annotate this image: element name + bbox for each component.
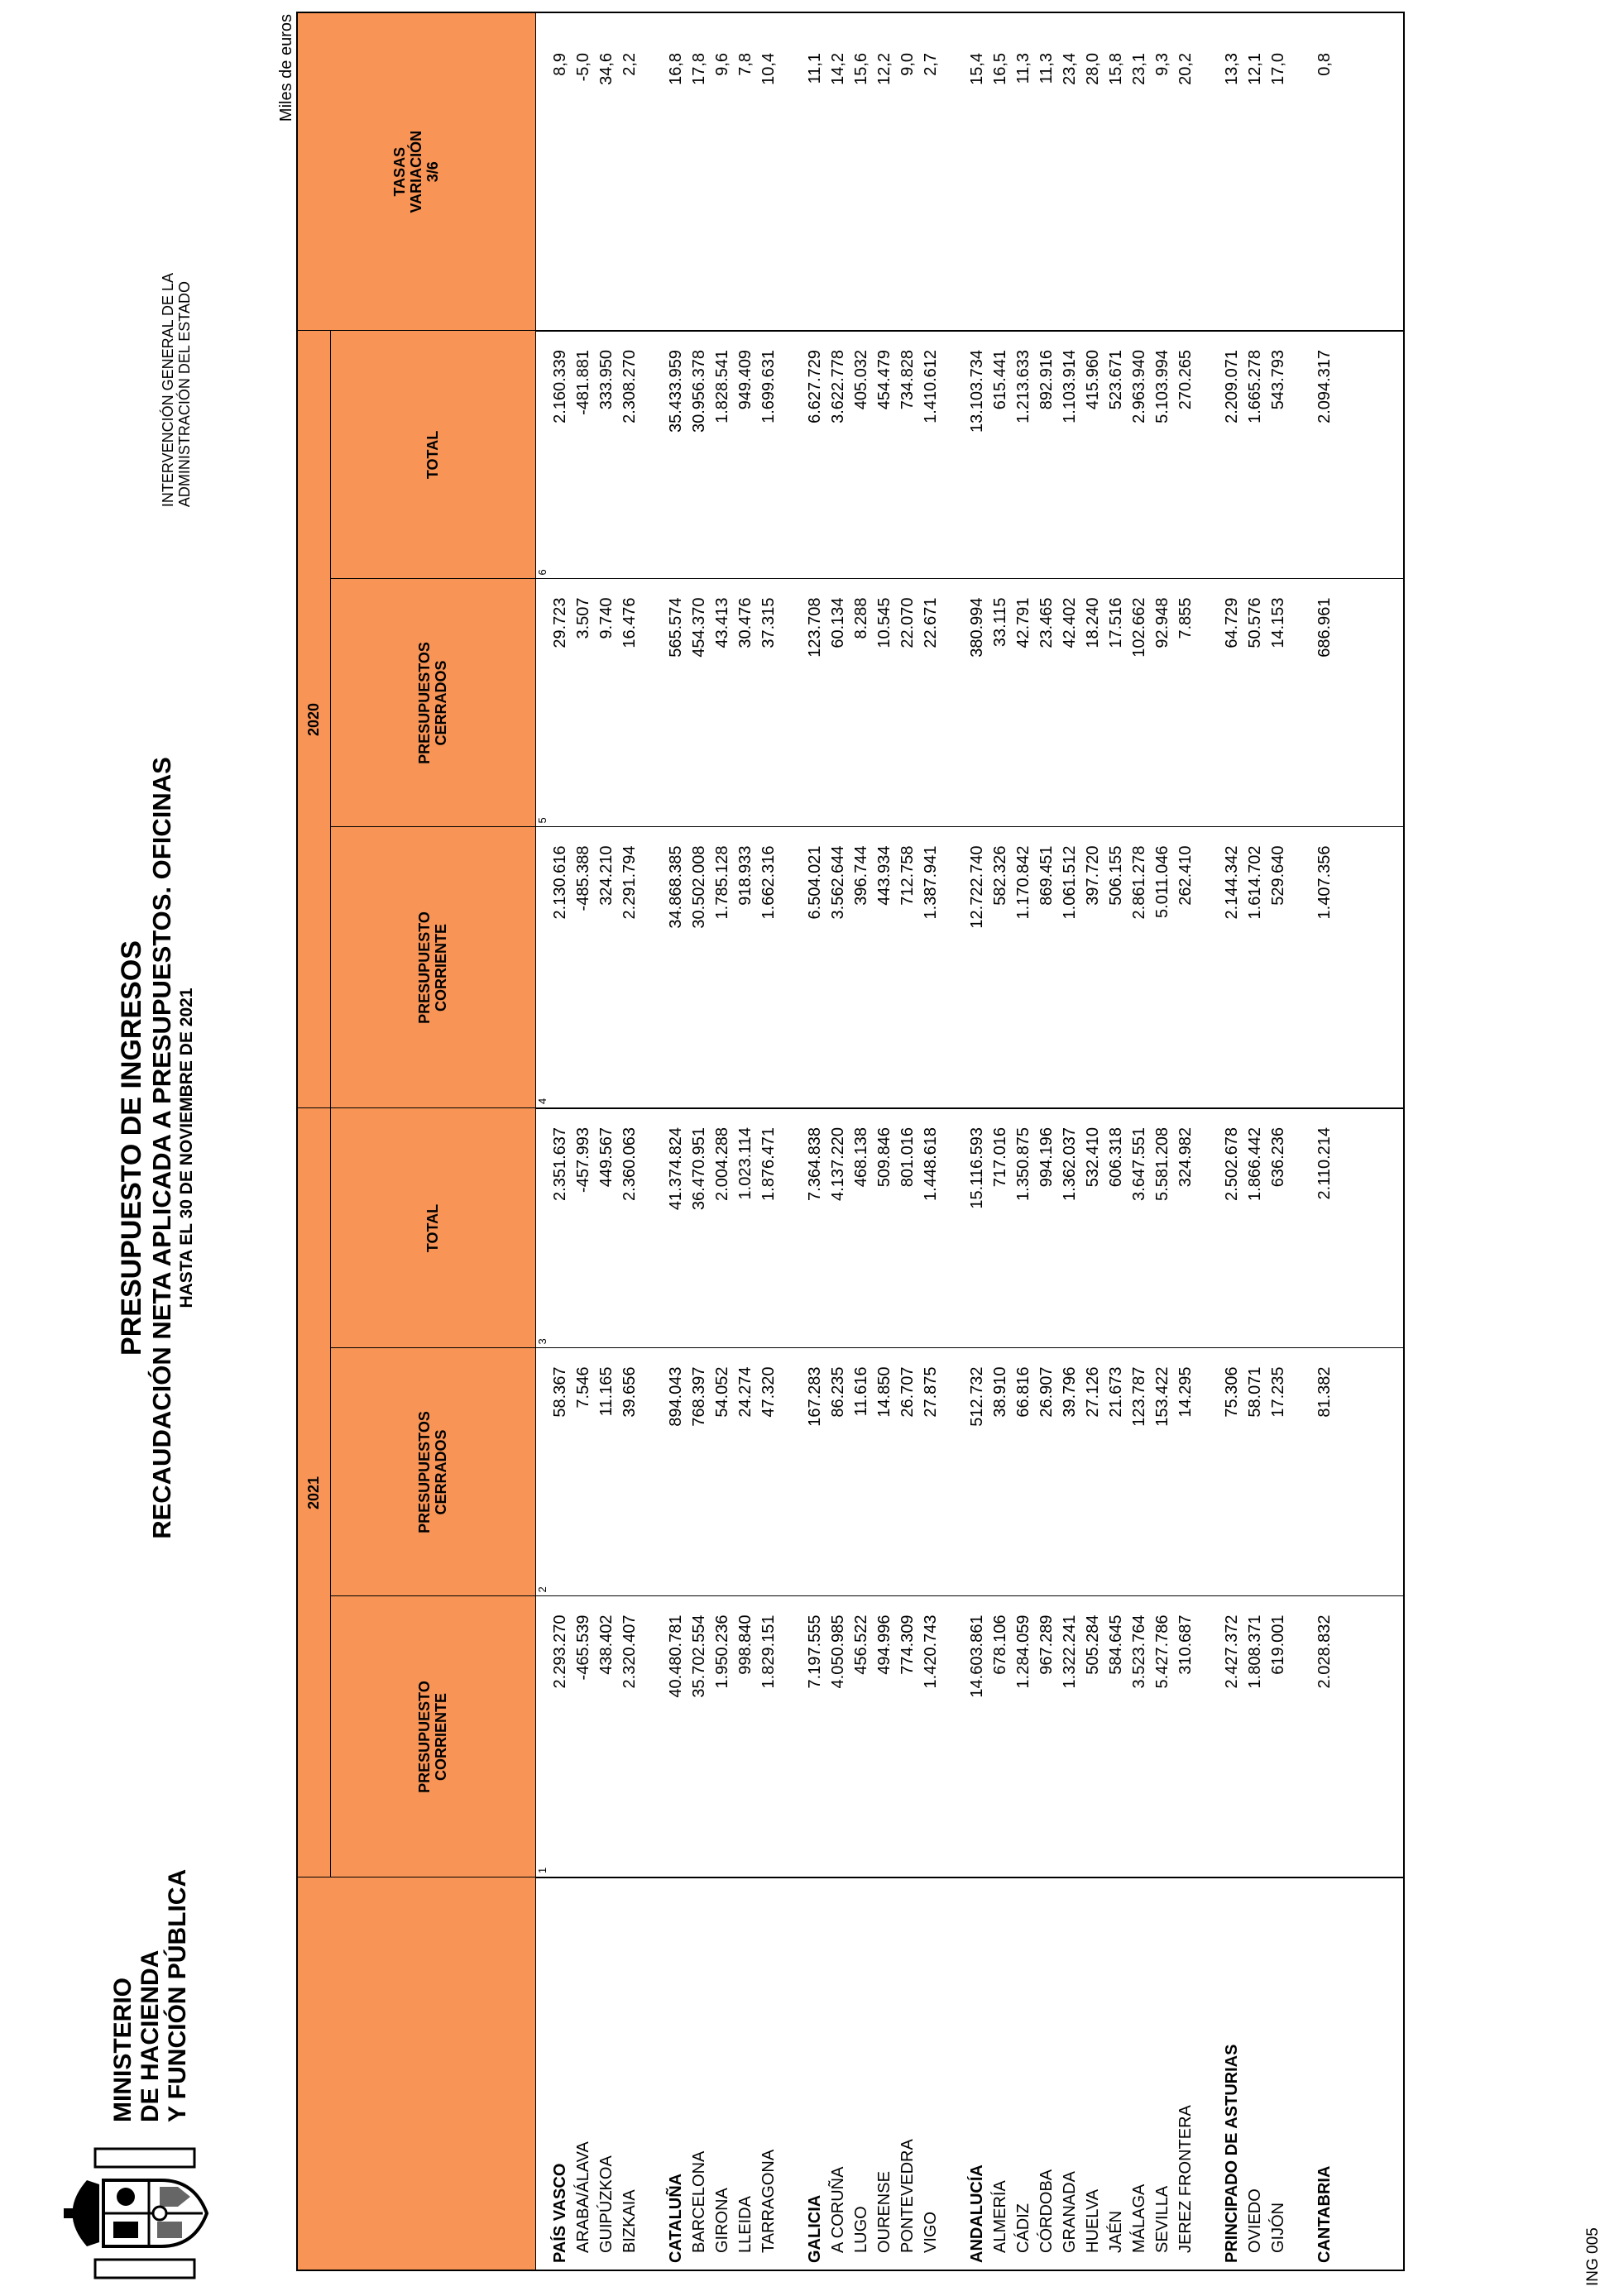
amount-cell: 512.732 xyxy=(966,1348,989,1596)
spacer-row xyxy=(642,12,665,2270)
amount-cell: 1.061.512 xyxy=(1059,827,1082,1108)
office-row xyxy=(1128,12,1152,2270)
amount-cell: 58.071 xyxy=(1244,1348,1267,1596)
office-row xyxy=(758,12,781,2270)
amount-cell: 324.210 xyxy=(596,827,619,1108)
amount-cell: 6.627.729 xyxy=(804,331,827,579)
amount-cell: 1.322.241 xyxy=(1059,1596,1082,1877)
amount-cell: -485.388 xyxy=(572,827,596,1108)
amount-cell: 1.284.059 xyxy=(1013,1596,1036,1877)
row-name: CÓRDOBA xyxy=(1037,2169,1056,2253)
amount-cell: 102.662 xyxy=(1128,579,1152,827)
amount-cell: 167.283 xyxy=(804,1348,827,1596)
amount-cell: 606.318 xyxy=(1105,1108,1128,1348)
rate-cell: 9,6 xyxy=(711,12,735,331)
row-name: HUELVA xyxy=(1084,2188,1102,2253)
amount-cell: 26.707 xyxy=(897,1348,920,1596)
amount-cell: 1.876.471 xyxy=(758,1108,781,1348)
rate-cell: 11,3 xyxy=(1036,12,1059,331)
amount-cell: 324.982 xyxy=(1175,1108,1198,1348)
amount-cell: 16.476 xyxy=(619,579,642,827)
row-name: ARABA/ÁLAVA xyxy=(574,2141,592,2253)
office-row xyxy=(619,12,642,2270)
amount-cell: 2.502.678 xyxy=(1221,1108,1244,1348)
rate-cell: 17,8 xyxy=(688,12,711,331)
amount-cell: 22.671 xyxy=(920,579,943,827)
amount-cell: 33.115 xyxy=(989,579,1013,827)
amount-cell: 1.829.151 xyxy=(758,1596,781,1877)
row-name: VIGO xyxy=(922,2211,940,2253)
office-row xyxy=(1152,12,1175,2270)
amount-cell: 505.284 xyxy=(1082,1596,1105,1877)
row-name: TARRAGONA xyxy=(759,2149,778,2253)
amount-cell: 2.351.637 xyxy=(549,1108,572,1348)
amount-cell: 4.050.985 xyxy=(827,1596,850,1877)
amount-cell: 60.134 xyxy=(827,579,850,827)
rate-cell: 15,4 xyxy=(966,12,989,331)
amount-cell: 1.103.914 xyxy=(1059,331,1082,579)
ministry-line-3: Y FUNCIÓN PÚBLICA xyxy=(164,1868,191,2122)
amount-cell: 380.994 xyxy=(966,579,989,827)
column-number: 4 xyxy=(535,827,549,1108)
rate-cell: 23,4 xyxy=(1059,12,1082,331)
amount-cell: -481.881 xyxy=(572,331,596,579)
amount-cell: 86.235 xyxy=(827,1348,850,1596)
rate-cell: 9,0 xyxy=(897,12,920,331)
amount-cell: 24.274 xyxy=(735,1348,758,1596)
amount-cell: 892.916 xyxy=(1036,331,1059,579)
amount-cell: 2.004.288 xyxy=(711,1108,735,1348)
amount-cell: 36.470.951 xyxy=(688,1108,711,1348)
office-row xyxy=(1059,12,1082,2270)
table-body xyxy=(535,12,1404,2270)
rate-cell: 20,2 xyxy=(1175,12,1198,331)
amount-cell: 26.907 xyxy=(1036,1348,1059,1596)
amount-cell: 397.720 xyxy=(1082,827,1105,1108)
amount-cell: 123.708 xyxy=(804,579,827,827)
row-name: LLEIDA xyxy=(736,2196,755,2253)
rate-cell: 12,2 xyxy=(874,12,897,331)
amount-cell: 619.001 xyxy=(1267,1596,1291,1877)
rate-cell: 23,1 xyxy=(1128,12,1152,331)
row-name: CANTABRIA xyxy=(1315,2165,1334,2263)
amount-cell: 17.235 xyxy=(1267,1348,1291,1596)
row-name: PONTEVEDRA xyxy=(898,2139,917,2253)
amount-cell: 262.410 xyxy=(1175,827,1198,1108)
amount-cell: 1.448.618 xyxy=(920,1108,943,1348)
office-row xyxy=(1013,12,1036,2270)
igae-line-1: INTERVENCIÓN GENERAL DE LA xyxy=(160,273,176,508)
amount-cell: 869.451 xyxy=(1036,827,1059,1108)
amount-cell: 1.410.612 xyxy=(920,331,943,579)
office-row xyxy=(1267,12,1291,2270)
amount-cell: 27.126 xyxy=(1082,1348,1105,1596)
amount-cell: 39.796 xyxy=(1059,1348,1082,1596)
office-row xyxy=(688,12,711,2270)
amount-cell: 1.828.541 xyxy=(711,331,735,579)
amount-cell: 4.137.220 xyxy=(827,1108,850,1348)
row-name: BIZKAIA xyxy=(620,2189,639,2253)
amount-cell: 81.382 xyxy=(1314,1348,1337,1596)
amount-cell: 678.106 xyxy=(989,1596,1013,1877)
amount-cell: 54.052 xyxy=(711,1348,735,1596)
amount-cell: 509.846 xyxy=(874,1108,897,1348)
amount-cell: 11.616 xyxy=(850,1348,874,1596)
amount-cell: 13.103.734 xyxy=(966,331,989,579)
rate-cell: 16,5 xyxy=(989,12,1013,331)
office-row xyxy=(850,12,874,2270)
amount-cell: 14.603.861 xyxy=(966,1596,989,1877)
igae-line-2: ADMINISTRACIÓN DEL ESTADO xyxy=(176,281,193,508)
amount-cell: 50.576 xyxy=(1244,579,1267,827)
amount-cell: 7.855 xyxy=(1175,579,1198,827)
units-label: Miles de euros xyxy=(277,14,295,122)
amount-cell: 1.023.114 xyxy=(735,1108,758,1348)
spacer-row xyxy=(1291,12,1314,2270)
amount-cell: 615.441 xyxy=(989,331,1013,579)
spacer-row xyxy=(1198,12,1221,2270)
amount-cell: 39.656 xyxy=(619,1348,642,1596)
amount-cell: 2.293.270 xyxy=(549,1596,572,1877)
amount-cell: 123.787 xyxy=(1128,1348,1152,1596)
amount-cell: 3.523.764 xyxy=(1128,1596,1152,1877)
ministry-line-2: DE HACIENDA xyxy=(137,1949,164,2122)
amount-cell: 774.309 xyxy=(897,1596,920,1877)
amount-cell: 43.413 xyxy=(711,579,735,827)
region-row xyxy=(1314,12,1337,2270)
amount-cell: 636.236 xyxy=(1267,1108,1291,1348)
amount-cell: 405.032 xyxy=(850,331,874,579)
amount-cell: 14.850 xyxy=(874,1348,897,1596)
amount-cell: 443.934 xyxy=(874,827,897,1108)
amount-cell: 5.581.208 xyxy=(1152,1108,1175,1348)
row-name: LUGO xyxy=(852,2206,870,2253)
amount-cell: 2.028.832 xyxy=(1314,1596,1337,1877)
amount-cell: 64.729 xyxy=(1221,579,1244,827)
region-row xyxy=(1221,12,1244,2270)
rate-cell: 11,1 xyxy=(804,12,827,331)
amount-cell: 717.016 xyxy=(989,1108,1013,1348)
igae-label xyxy=(160,273,193,507)
amount-cell: 1.808.371 xyxy=(1244,1596,1267,1877)
amount-cell: 8.288 xyxy=(850,579,874,827)
column-number: 1 xyxy=(535,1596,549,1877)
amount-cell: 6.504.021 xyxy=(804,827,827,1108)
row-name: A CORUÑA xyxy=(829,2166,847,2253)
rate-cell: 34,6 xyxy=(596,12,619,331)
amount-cell: 2.209.071 xyxy=(1221,331,1244,579)
amount-cell: 454.479 xyxy=(874,331,897,579)
amount-cell: 3.622.778 xyxy=(827,331,850,579)
amount-cell: 2.427.372 xyxy=(1221,1596,1244,1877)
amount-cell: 2.160.339 xyxy=(549,331,572,579)
rate-cell: 9,3 xyxy=(1152,12,1175,331)
amount-cell: 14.153 xyxy=(1267,579,1291,827)
row-name: GALICIA xyxy=(806,2194,824,2263)
row-name: JAÉN xyxy=(1107,2210,1125,2253)
header-total-2020: TOTAL xyxy=(330,331,535,579)
amount-cell: 7.546 xyxy=(572,1348,596,1596)
amount-cell: 1.362.037 xyxy=(1059,1108,1082,1348)
rate-cell: 14,2 xyxy=(827,12,850,331)
row-name: GIJÓN xyxy=(1269,2202,1287,2253)
amount-cell: 9.740 xyxy=(596,579,619,827)
income-table xyxy=(296,12,1405,2271)
amount-cell: 686.961 xyxy=(1314,579,1337,827)
amount-cell: 894.043 xyxy=(665,1348,688,1596)
amount-cell: 734.828 xyxy=(897,331,920,579)
office-row xyxy=(1244,12,1267,2270)
amount-cell: 17.516 xyxy=(1105,579,1128,827)
amount-cell: 565.574 xyxy=(665,579,688,827)
row-name: CÁDIZ xyxy=(1014,2203,1032,2253)
amount-cell: 35.702.554 xyxy=(688,1596,711,1877)
amount-cell: 47.320 xyxy=(758,1348,781,1596)
amount-cell: 2.110.214 xyxy=(1314,1108,1337,1348)
amount-cell: 41.374.824 xyxy=(665,1108,688,1348)
amount-cell: 584.645 xyxy=(1105,1596,1128,1877)
row-name: PRINCIPADO DE ASTURIAS xyxy=(1223,2044,1241,2263)
spacer-row xyxy=(943,12,966,2270)
amount-cell: 468.138 xyxy=(850,1108,874,1348)
row-name: ANDALUCÍA xyxy=(968,2164,986,2263)
amount-cell: 2.291.794 xyxy=(619,827,642,1108)
amount-cell: 1.665.278 xyxy=(1244,331,1267,579)
amount-cell: 994.196 xyxy=(1036,1108,1059,1348)
amount-cell: 998.840 xyxy=(735,1596,758,1877)
amount-cell: 532.410 xyxy=(1082,1108,1105,1348)
amount-cell: 454.370 xyxy=(688,579,711,827)
row-name: GUIPÚZKOA xyxy=(597,2155,616,2253)
header-tasas: TASAS VARIACIÓN 3/6 xyxy=(297,12,535,331)
row-name: ALMERÍA xyxy=(991,2180,1009,2253)
amount-cell: 5.103.994 xyxy=(1152,331,1175,579)
rate-cell: 16,8 xyxy=(665,12,688,331)
office-row xyxy=(735,12,758,2270)
amount-cell: 42.402 xyxy=(1059,579,1082,827)
amount-cell: 42.791 xyxy=(1013,579,1036,827)
rate-cell: 0,8 xyxy=(1314,12,1337,331)
amount-cell: 3.507 xyxy=(572,579,596,827)
amount-cell: 7.364.838 xyxy=(804,1108,827,1348)
header-cerrados-2020: PRESUPUESTOS CERRADOS xyxy=(330,579,535,827)
amount-cell: 10.545 xyxy=(874,579,897,827)
office-row xyxy=(1175,12,1198,2270)
amount-cell: 438.402 xyxy=(596,1596,619,1877)
office-row xyxy=(572,12,596,2270)
row-name: PAÍS VASCO xyxy=(551,2163,569,2263)
amount-cell: 712.758 xyxy=(897,827,920,1108)
row-name: OURENSE xyxy=(875,2171,893,2253)
column-number: 6 xyxy=(535,331,549,579)
amount-cell: 1.614.702 xyxy=(1244,827,1267,1108)
amount-cell: 1.699.631 xyxy=(758,331,781,579)
amount-cell: 29.723 xyxy=(549,579,572,827)
header-year-2020: 2020 xyxy=(297,331,330,1108)
rate-cell: 13,3 xyxy=(1221,12,1244,331)
rate-cell: 2,7 xyxy=(920,12,943,331)
amount-cell: 40.480.781 xyxy=(665,1596,688,1877)
amount-cell: 415.960 xyxy=(1082,331,1105,579)
amount-cell: 30.502.008 xyxy=(688,827,711,1108)
header-total-2021: TOTAL xyxy=(330,1108,535,1348)
rate-cell: -5,0 xyxy=(572,12,596,331)
office-row xyxy=(711,12,735,2270)
row-name: CATALUÑA xyxy=(667,2173,685,2263)
amount-cell: 333.950 xyxy=(596,331,619,579)
amount-cell: 543.793 xyxy=(1267,331,1291,579)
amount-cell: 5.011.046 xyxy=(1152,827,1175,1108)
amount-cell: 918.933 xyxy=(735,827,758,1108)
amount-cell: 75.306 xyxy=(1221,1348,1244,1596)
amount-cell: 506.155 xyxy=(1105,827,1128,1108)
amount-cell: 2.094.317 xyxy=(1314,331,1337,579)
rate-cell: 15,8 xyxy=(1105,12,1128,331)
rate-cell: 2,2 xyxy=(619,12,642,331)
amount-cell: 153.422 xyxy=(1152,1348,1175,1596)
header-cerrados-2021: PRESUPUESTOS CERRADOS xyxy=(330,1348,535,1596)
amount-cell: 1.213.633 xyxy=(1013,331,1036,579)
amount-cell: 1.866.442 xyxy=(1244,1108,1267,1348)
amount-cell: 396.744 xyxy=(850,827,874,1108)
row-name: MÁLAGA xyxy=(1130,2184,1148,2253)
column-number: 3 xyxy=(535,1108,549,1348)
amount-cell: 12.722.740 xyxy=(966,827,989,1108)
amount-cell: 2.320.407 xyxy=(619,1596,642,1877)
region-row xyxy=(966,12,989,2270)
amount-cell: 768.397 xyxy=(688,1348,711,1596)
amount-cell: 1.662.316 xyxy=(758,827,781,1108)
row-name: OVIEDO xyxy=(1246,2188,1264,2253)
amount-cell: 58.367 xyxy=(549,1348,572,1596)
amount-cell: 310.687 xyxy=(1175,1596,1198,1877)
amount-cell: 1.420.743 xyxy=(920,1596,943,1877)
amount-cell: 14.295 xyxy=(1175,1348,1198,1596)
rate-cell: 7,8 xyxy=(735,12,758,331)
amount-cell: -465.539 xyxy=(572,1596,596,1877)
amount-cell: 949.409 xyxy=(735,331,758,579)
amount-cell: 3.647.551 xyxy=(1128,1108,1152,1348)
amount-cell: 66.816 xyxy=(1013,1348,1036,1596)
row-name: GIRONA xyxy=(713,2188,731,2253)
amount-cell: 38.910 xyxy=(989,1348,1013,1596)
amount-cell: 30.956.378 xyxy=(688,331,711,579)
rate-cell: 11,3 xyxy=(1013,12,1036,331)
column-number-row xyxy=(535,12,549,2270)
document-code: ING 005 xyxy=(1584,2227,1602,2286)
header-corriente-2021: PRESUPUESTO CORRIENTE xyxy=(330,1596,535,1877)
region-row xyxy=(665,12,688,2270)
amount-cell: 5.427.786 xyxy=(1152,1596,1175,1877)
amount-cell: 3.562.644 xyxy=(827,827,850,1108)
row-name: GRANADA xyxy=(1061,2171,1079,2253)
office-row xyxy=(897,12,920,2270)
office-row xyxy=(1105,12,1128,2270)
amount-cell: 2.130.616 xyxy=(549,827,572,1108)
spacer-row xyxy=(781,12,804,2270)
report-title: PRESUPUESTO DE INGRESOS xyxy=(116,940,147,1356)
amount-cell: 1.387.941 xyxy=(920,827,943,1108)
amount-cell: 1.350.875 xyxy=(1013,1108,1036,1348)
region-row xyxy=(804,12,827,2270)
rate-cell: 15,6 xyxy=(850,12,874,331)
amount-cell: 449.567 xyxy=(596,1108,619,1348)
amount-cell: 2.144.342 xyxy=(1221,827,1244,1108)
amount-cell: 15.116.593 xyxy=(966,1108,989,1348)
column-number: 5 xyxy=(535,579,549,827)
amount-cell: 34.868.385 xyxy=(665,827,688,1108)
amount-cell: 21.673 xyxy=(1105,1348,1128,1596)
header-corriente-2020: PRESUPUESTO CORRIENTE xyxy=(330,827,535,1108)
report-subtitle: RECAUDACIÓN NETA APLICADA A PRESUPUESTOS. OFICINAS xyxy=(147,757,176,1539)
amount-cell: 18.240 xyxy=(1082,579,1105,827)
amount-cell: 1.170.842 xyxy=(1013,827,1036,1108)
office-row xyxy=(989,12,1013,2270)
office-row xyxy=(596,12,619,2270)
amount-cell: 2.963.940 xyxy=(1128,331,1152,579)
amount-cell: 35.433.959 xyxy=(665,331,688,579)
amount-cell: 92.948 xyxy=(1152,579,1175,827)
report-date: HASTA EL 30 DE NOVIEMBRE DE 2021 xyxy=(177,988,196,1308)
office-row xyxy=(874,12,897,2270)
amount-cell: 523.671 xyxy=(1105,331,1128,579)
region-row xyxy=(549,12,572,2270)
amount-cell: 22.070 xyxy=(897,579,920,827)
amount-cell: 2.360.063 xyxy=(619,1108,642,1348)
row-name: JEREZ FRONTERA xyxy=(1176,2105,1195,2253)
amount-cell: 270.265 xyxy=(1175,331,1198,579)
rate-cell: 12,1 xyxy=(1244,12,1267,331)
amount-cell: 1.950.236 xyxy=(711,1596,735,1877)
amount-cell: 2.308.270 xyxy=(619,331,642,579)
office-row xyxy=(920,12,943,2270)
row-name: SEVILLA xyxy=(1153,2185,1171,2253)
amount-cell: 7.197.555 xyxy=(804,1596,827,1877)
amount-cell: 23.465 xyxy=(1036,579,1059,827)
filler-row xyxy=(1337,12,1404,2270)
amount-cell: -457.993 xyxy=(572,1108,596,1348)
amount-cell: 582.326 xyxy=(989,827,1013,1108)
rate-cell: 17,0 xyxy=(1267,12,1291,331)
amount-cell: 2.861.278 xyxy=(1128,827,1152,1108)
amount-cell: 456.522 xyxy=(850,1596,874,1877)
amount-cell: 37.315 xyxy=(758,579,781,827)
office-row xyxy=(1082,12,1105,2270)
amount-cell: 27.875 xyxy=(920,1348,943,1596)
amount-cell: 1.407.356 xyxy=(1314,827,1337,1108)
amount-cell: 11.165 xyxy=(596,1348,619,1596)
office-row xyxy=(1036,12,1059,2270)
amount-cell: 529.640 xyxy=(1267,827,1291,1108)
rate-cell: 28,0 xyxy=(1082,12,1105,331)
amount-cell: 30.476 xyxy=(735,579,758,827)
ministry-line-1: MINISTERIO xyxy=(109,1977,137,2122)
amount-cell: 967.289 xyxy=(1036,1596,1059,1877)
header-blank xyxy=(297,1877,535,2270)
column-number: 2 xyxy=(535,1348,549,1596)
office-row xyxy=(827,12,850,2270)
amount-cell: 801.016 xyxy=(897,1108,920,1348)
rate-cell: 10,4 xyxy=(758,12,781,331)
amount-cell: 494.996 xyxy=(874,1596,897,1877)
row-name: BARCELONA xyxy=(690,2150,708,2253)
header-year-2021: 2021 xyxy=(297,1108,330,1877)
amount-cell: 1.785.128 xyxy=(711,827,735,1108)
rate-cell: 8,9 xyxy=(549,12,572,331)
